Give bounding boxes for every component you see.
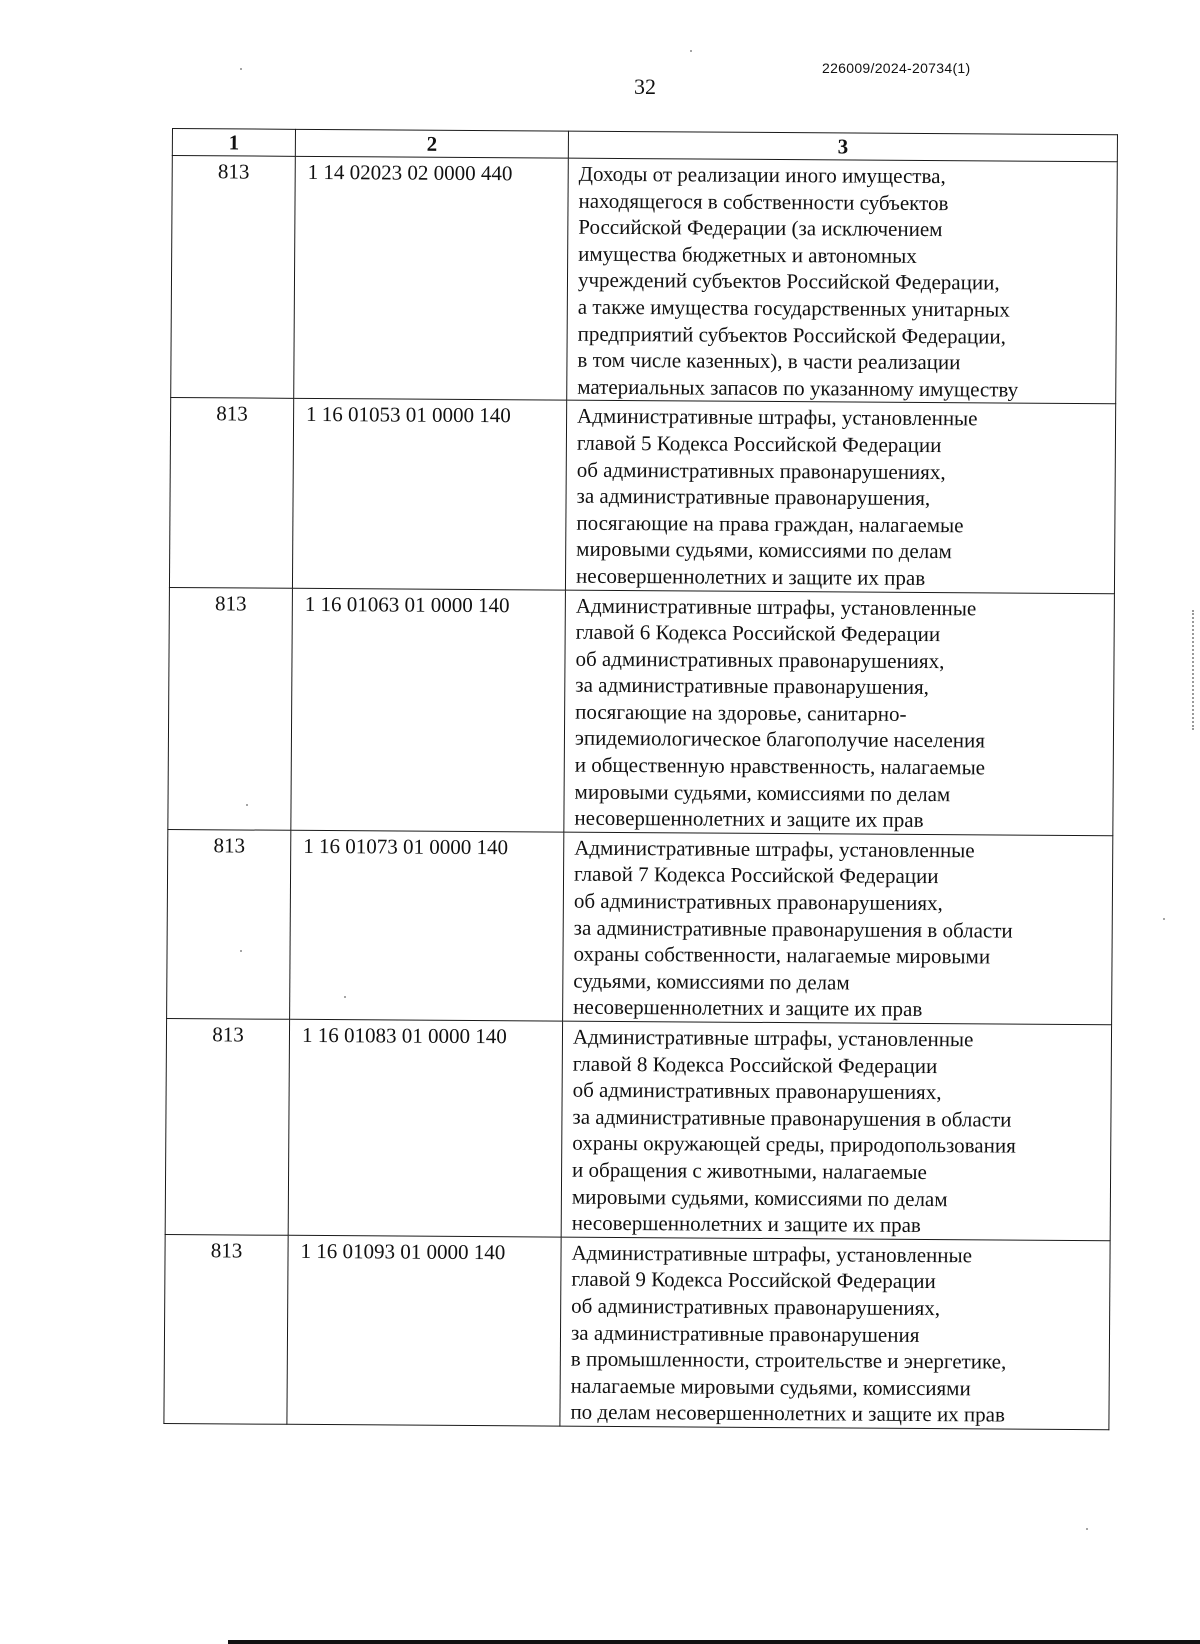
table-row xyxy=(165,1018,1111,1240)
scan-edge-marks xyxy=(1192,610,1196,730)
description-line: и обращения с животными, налагаемые xyxy=(572,1157,927,1184)
description-line: материальных запасов по указанному имуществу xyxy=(577,374,1019,402)
kbk-code-cell: 1 14 02023 02 0000 440 xyxy=(294,156,569,400)
description-line: об административных правонарушениях, xyxy=(572,1077,942,1105)
description-line: об административных правонарушениях, xyxy=(575,646,945,673)
description-line: Административные штрафы, установленные xyxy=(575,593,977,620)
description-line: охраны собственности, налагаемые мировыми xyxy=(573,941,991,969)
kbk-code-cell: 1 16 01073 01 0000 140 xyxy=(290,830,564,1021)
admin-code-cell: 813 xyxy=(167,829,291,1019)
admin-code-cell: 813 xyxy=(169,398,293,588)
description-line: учреждений субъектов Российской Федерации, xyxy=(577,268,1000,295)
table-row xyxy=(167,829,1113,1024)
description-line: мировыми судьями, комиссиями по делам xyxy=(576,537,952,564)
description-line: по делам несовершеннолетних и защите их прав xyxy=(570,1399,1006,1427)
description-line: несовершеннолетних и защите их прав xyxy=(571,1210,921,1238)
description-line: находящегося в собственности субъектов xyxy=(578,188,949,215)
table-row xyxy=(164,1234,1110,1429)
description-line: предприятий субъектов Российской Федерации, xyxy=(577,321,1006,349)
description-line: посягающие на права граждан, налагаемые xyxy=(576,510,964,537)
admin-code-cell: 813 xyxy=(168,587,293,830)
description-line: об административных правонарушениях, xyxy=(573,888,943,916)
scan-dot xyxy=(344,996,346,998)
document-number: 226009/2024-20734(1) xyxy=(822,60,971,76)
description-line: главой 7 Кодекса Российской Федерации xyxy=(573,862,939,889)
revenue-codes-table xyxy=(163,128,1118,1430)
column-header-1: 1 xyxy=(172,129,295,157)
description-line: и общественную нравственность, налагаемые xyxy=(574,752,986,780)
kbk-code-cell: 1 16 01063 01 0000 140 xyxy=(291,588,566,832)
description-line: главой 9 Кодекса Российской Федерации xyxy=(571,1267,936,1294)
description-line: за административные правонарушения в области xyxy=(572,1104,1012,1132)
description-line: Административные штрафы, установленные xyxy=(577,404,978,431)
description-line: несовершеннолетних и защите их прав xyxy=(573,995,923,1022)
description-line: мировыми судьями, комиссиями по делам xyxy=(574,779,951,806)
scan-dot xyxy=(240,68,242,70)
description-cell xyxy=(565,400,1115,593)
description-cell xyxy=(561,1021,1111,1240)
description-line: посягающие на здоровье, санитарно- xyxy=(575,699,907,726)
description-line: за административные правонарушения, xyxy=(575,672,930,700)
description-line: Административные штрафы, установленные xyxy=(572,1024,974,1052)
scan-dot xyxy=(246,804,248,806)
table-row xyxy=(171,156,1118,405)
description-cell xyxy=(567,158,1118,404)
description-line: налагаемые мировыми судьями, комиссиями xyxy=(570,1373,971,1401)
scan-dot xyxy=(1086,1528,1088,1530)
description-line: охраны окружающей среды, природопользования xyxy=(572,1131,1016,1158)
description-line: Доходы от реализации иного имущества, xyxy=(578,161,946,189)
description-line: эпидемиологическое благополучие населения xyxy=(574,726,986,753)
description-line: об административных правонарушениях, xyxy=(571,1293,941,1321)
description-line: в промышленности, строительстве и энергетике, xyxy=(570,1346,1007,1374)
description-line: несовершеннолетних и защите их прав xyxy=(575,563,926,590)
description-cell xyxy=(564,590,1115,836)
description-line: в том числе казенных), в части реализации xyxy=(577,347,961,375)
scan-dot xyxy=(690,50,692,52)
description-line: за административные правонарушения xyxy=(570,1320,920,1347)
scan-bottom-edge xyxy=(228,1640,1200,1644)
column-header-2: 2 xyxy=(295,129,568,158)
admin-code-cell: 813 xyxy=(171,156,296,399)
description-line: главой 8 Кодекса Российской Федерации xyxy=(572,1051,938,1078)
description-line: Административные штрафы, установленные xyxy=(574,835,975,863)
description-cell xyxy=(560,1237,1110,1430)
description-cell xyxy=(563,832,1113,1025)
admin-code-cell: 813 xyxy=(164,1234,288,1424)
kbk-code-cell: 1 16 01053 01 0000 140 xyxy=(292,399,566,590)
table-row xyxy=(168,587,1115,836)
description-line: главой 6 Кодекса Российской Федерации xyxy=(575,619,941,647)
scan-dot xyxy=(240,950,242,952)
description-line: за административные правонарушения в области xyxy=(573,915,1013,943)
table-body xyxy=(164,156,1117,1430)
description-line: Российской Федерации (за исключением xyxy=(578,214,943,242)
description-line: мировыми судьями, комиссиями по делам xyxy=(571,1184,948,1211)
admin-code-cell: 813 xyxy=(165,1018,289,1235)
kbk-code-cell: 1 16 01083 01 0000 140 xyxy=(288,1019,562,1237)
description-line: имущества бюджетных и автономных xyxy=(578,241,917,268)
description-line: за административные правонарушения, xyxy=(576,483,931,511)
description-line: несовершеннолетних и защите их прав xyxy=(574,805,924,833)
table-row xyxy=(169,398,1115,593)
kbk-code-cell: 1 16 01093 01 0000 140 xyxy=(287,1235,561,1426)
page-number: 32 xyxy=(634,74,656,99)
description-line: Административные штрафы, установленные xyxy=(571,1240,973,1268)
description-line: судьями, комиссиями по делам xyxy=(573,968,850,995)
description-line: главой 5 Кодекса Российской Федерации xyxy=(576,430,942,458)
scan-dot xyxy=(1163,918,1165,920)
description-line: а также имущества государственных унитарных xyxy=(577,294,1010,322)
column-header-3: 3 xyxy=(568,131,1117,162)
description-line: об административных правонарушениях, xyxy=(576,457,946,484)
